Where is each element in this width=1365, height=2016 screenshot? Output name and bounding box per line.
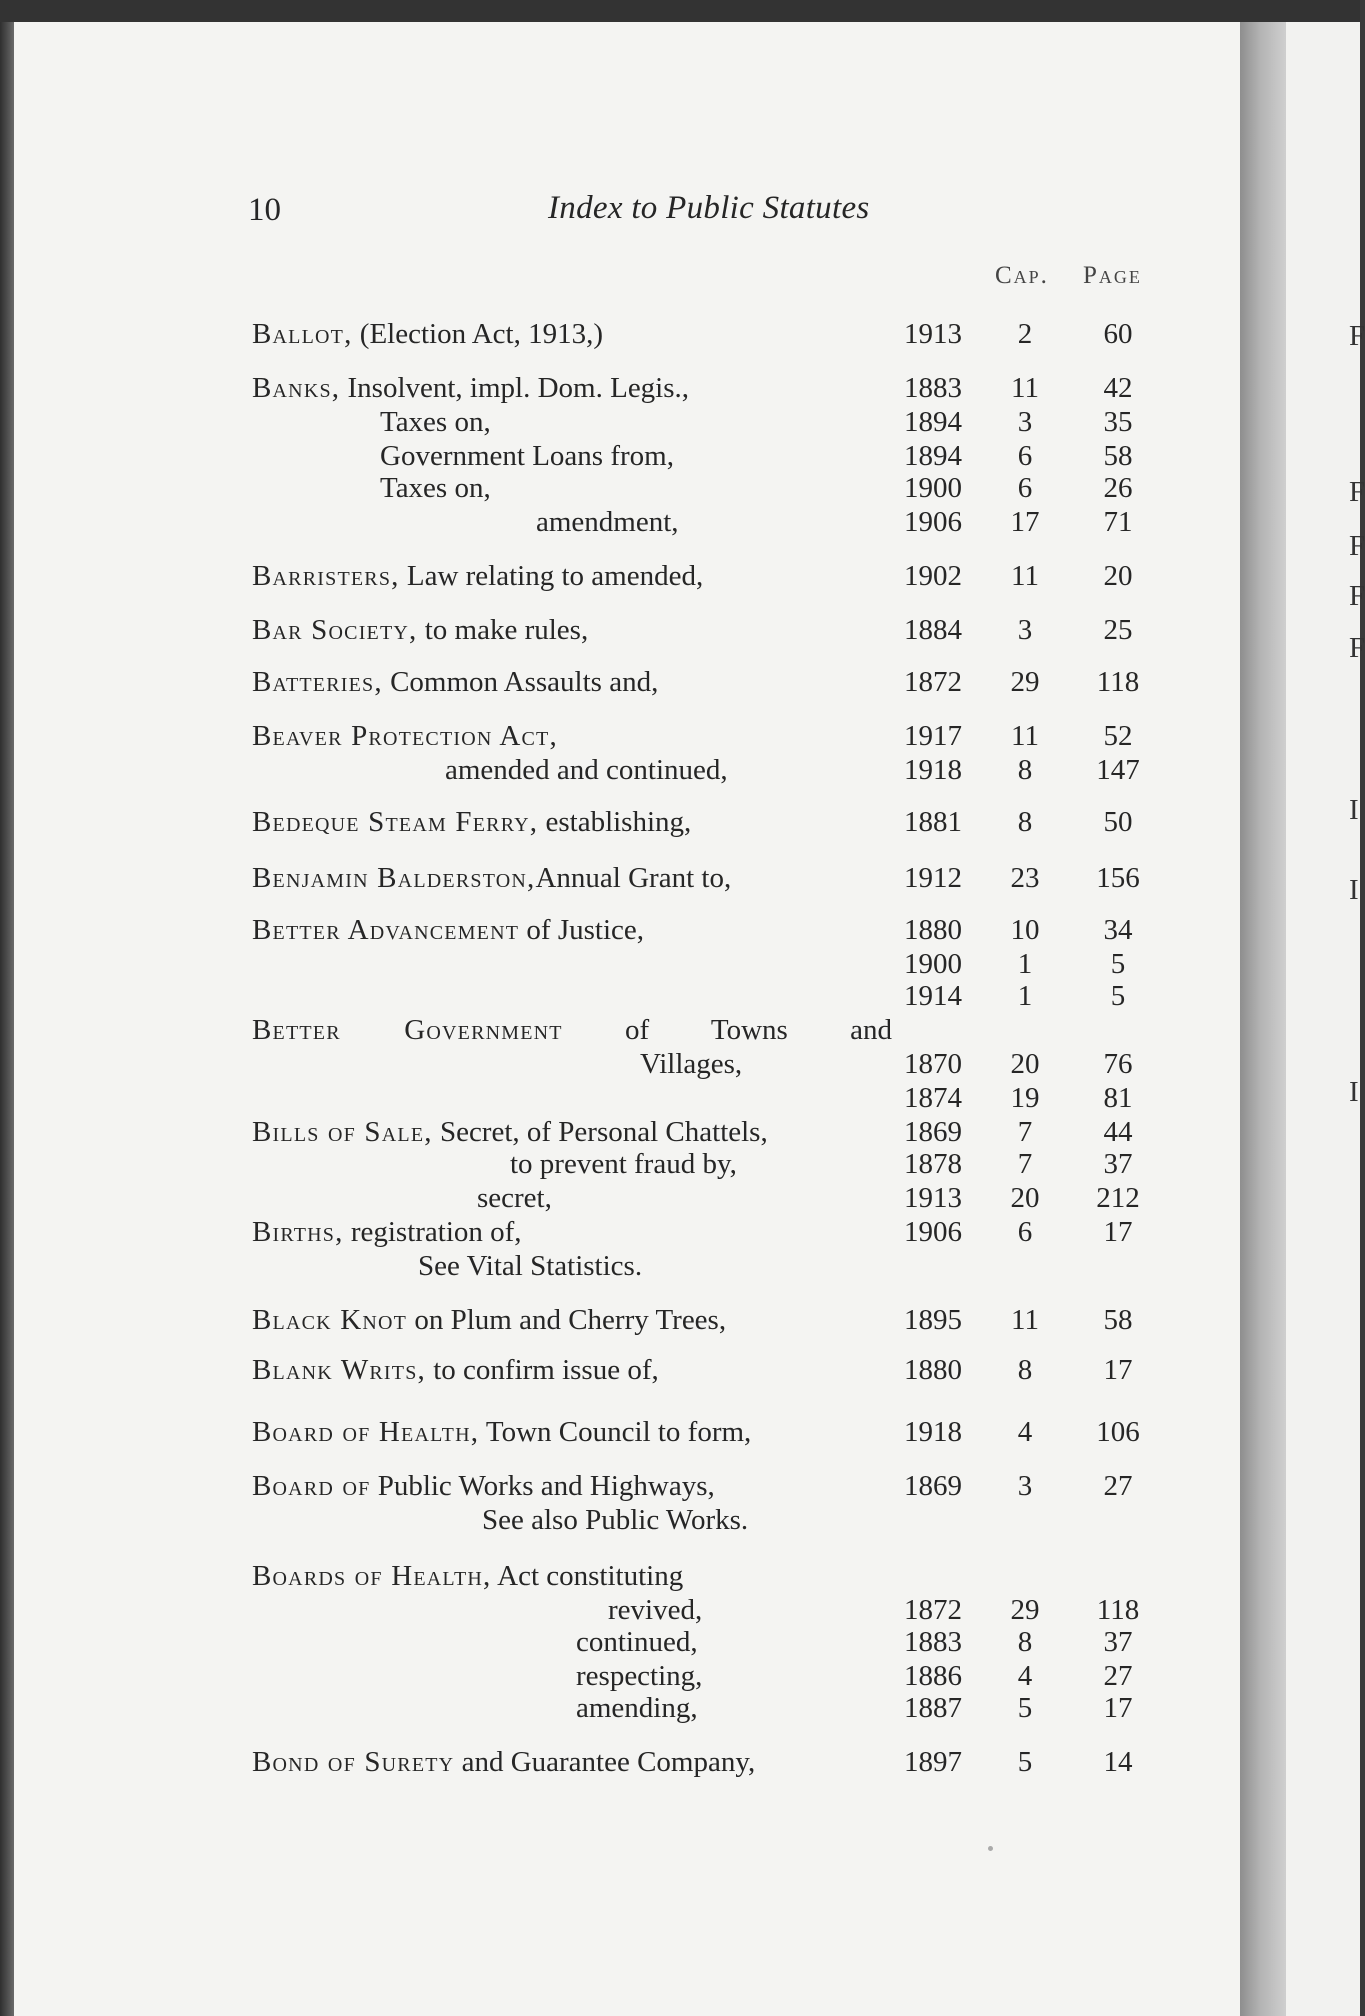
index-line	[0, 1660, 1226, 1693]
entry-year: 1872	[904, 666, 962, 698]
entry-heading: Black Knot	[252, 1304, 408, 1336]
entry-cap: 20	[1010, 1048, 1040, 1080]
entry-text: continued,	[576, 1626, 698, 1658]
entry-page: 50	[1103, 806, 1133, 838]
entry-page: 25	[1103, 614, 1133, 646]
entry-text: Act constituting	[491, 1560, 684, 1592]
entry-year: 1880	[904, 914, 962, 946]
index-line	[0, 948, 1226, 981]
index-line	[0, 1182, 1226, 1215]
entry-subject	[510, 1148, 737, 1181]
entry-year: 1914	[904, 980, 962, 1012]
entry-year: 1918	[904, 754, 962, 786]
entry-heading: Bills of Sale,	[252, 1116, 433, 1148]
entry-year: 1894	[904, 406, 962, 438]
entry-text: Villages,	[640, 1048, 743, 1080]
entry-subject	[252, 862, 731, 895]
index-line	[0, 1048, 1226, 1081]
column-header-page: Page	[1083, 262, 1142, 289]
entry-heading: Barristers,	[252, 560, 400, 592]
entry-year: 1917	[904, 720, 962, 752]
index-line	[0, 1216, 1226, 1249]
running-title: Index to Public Statutes	[548, 190, 870, 226]
entry-subject	[252, 1014, 892, 1047]
index-line	[0, 754, 1226, 787]
entry-subject	[252, 914, 644, 947]
entry-subject	[576, 1692, 698, 1725]
entry-text: establishing,	[538, 806, 692, 838]
entry-heading: Banks,	[252, 372, 341, 404]
index-line	[0, 318, 1226, 351]
entry-cap: 8	[1017, 806, 1033, 838]
entry-cap: 5	[1017, 1746, 1033, 1778]
entry-subject	[252, 1470, 715, 1503]
entry-subject	[418, 1250, 642, 1283]
entry-text: Common Assaults and,	[382, 666, 659, 698]
entry-year: 1913	[904, 1182, 962, 1214]
entry-text: Secret, of Personal Chattels,	[432, 1116, 768, 1148]
entry-text: of Towns and	[562, 1014, 892, 1046]
entry-text: and Guarantee Company,	[454, 1746, 756, 1778]
index-line	[0, 1250, 1226, 1283]
entry-subject	[576, 1626, 698, 1659]
entry-subject	[252, 806, 691, 839]
entry-cap: 8	[1017, 1354, 1033, 1386]
entry-subject	[252, 720, 558, 753]
index-line	[0, 406, 1226, 439]
entry-year: 1884	[904, 614, 962, 646]
entry-cap: 23	[1010, 862, 1040, 894]
entry-text: amendment,	[536, 506, 679, 538]
entry-cap: 11	[1011, 720, 1039, 752]
entry-subject	[252, 1416, 751, 1449]
entry-subject	[445, 754, 728, 787]
entry-subject	[252, 666, 658, 699]
entry-page: 156	[1096, 862, 1140, 894]
index-line	[0, 666, 1226, 699]
paper-speck	[988, 1846, 993, 1851]
entry-cap: 4	[1017, 1660, 1033, 1692]
entry-text: See Vital Statistics.	[418, 1250, 643, 1282]
entry-year: 1900	[904, 948, 962, 980]
index-line	[0, 862, 1226, 895]
index-line	[0, 1692, 1226, 1725]
index-line	[0, 1504, 1226, 1537]
entry-page: 147	[1096, 754, 1140, 786]
entry-year: 1869	[904, 1470, 962, 1502]
entry-cap: 8	[1017, 754, 1033, 786]
entry-page: 118	[1096, 666, 1140, 698]
index-line	[0, 1304, 1226, 1337]
entry-cap: 7	[1017, 1116, 1033, 1148]
index-line	[0, 1560, 1226, 1593]
entry-year: 1886	[904, 1660, 962, 1692]
edge-letter: F	[1349, 580, 1365, 612]
entry-subject	[477, 1182, 552, 1215]
entry-cap: 5	[1017, 1692, 1033, 1724]
entry-year: 1895	[904, 1304, 962, 1336]
index-line	[0, 806, 1226, 839]
entry-heading: Board of Health,	[252, 1416, 480, 1448]
entry-year: 1894	[904, 440, 962, 472]
entry-heading: Births,	[252, 1216, 344, 1248]
entry-subject	[252, 614, 588, 647]
entry-page: 76	[1103, 1048, 1133, 1080]
entry-subject	[536, 506, 679, 539]
entry-heading: Ballot,	[252, 318, 353, 350]
entry-year: 1881	[904, 806, 962, 838]
entry-subject	[252, 1216, 522, 1249]
entry-page: 212	[1096, 1182, 1140, 1214]
entry-page: 17	[1103, 1692, 1133, 1724]
entry-text: revived,	[608, 1594, 703, 1626]
entry-cap: 11	[1011, 372, 1039, 404]
entry-cap: 17	[1010, 506, 1040, 538]
top-dark-band	[0, 0, 1360, 22]
entry-cap: 4	[1017, 1416, 1033, 1448]
entry-page: 27	[1103, 1470, 1133, 1502]
entry-heading: Beaver Protection Act,	[252, 720, 558, 752]
entry-page: 17	[1103, 1216, 1133, 1248]
entry-page: 5	[1110, 980, 1126, 1012]
edge-letter: F	[1349, 632, 1365, 664]
entry-heading: Benjamin Balderston,	[252, 862, 536, 894]
entry-page: 52	[1103, 720, 1133, 752]
entry-page: 37	[1103, 1148, 1133, 1180]
entry-heading: Better Government	[252, 1014, 563, 1046]
entry-page: 71	[1103, 506, 1133, 538]
entry-subject	[608, 1594, 702, 1627]
entry-year: 1872	[904, 1594, 962, 1626]
entry-text: amended and continued,	[445, 754, 728, 786]
entry-text: registration of,	[343, 1216, 522, 1248]
index-line	[0, 472, 1226, 505]
entry-page: 58	[1103, 1304, 1133, 1336]
entry-cap: 6	[1017, 440, 1033, 472]
entry-page: 27	[1103, 1660, 1133, 1692]
entry-subject	[252, 372, 689, 405]
edge-letter: F	[1349, 320, 1365, 352]
entry-subject	[252, 318, 603, 351]
entry-cap: 11	[1011, 1304, 1039, 1336]
entry-subject	[252, 560, 703, 593]
entry-year: 1912	[904, 862, 962, 894]
edge-letter: F	[1349, 530, 1365, 562]
entry-text: to make rules,	[417, 614, 589, 646]
entry-page: 17	[1103, 1354, 1133, 1386]
entry-heading: Bar Society,	[252, 614, 418, 646]
entry-year: 1906	[904, 506, 962, 538]
entry-heading: Better Advancement	[252, 914, 520, 946]
entry-page: 20	[1103, 560, 1133, 592]
entry-page: 5	[1110, 948, 1126, 980]
index-line	[0, 440, 1226, 473]
entry-text: Law relating to amended,	[399, 560, 704, 592]
entry-cap: 1	[1017, 948, 1033, 980]
entry-text: secret,	[477, 1182, 552, 1214]
entry-subject	[640, 1048, 742, 1081]
entry-text: (Election Act, 1913,)	[352, 318, 603, 350]
edge-letter: I	[1349, 874, 1359, 906]
entry-cap: 3	[1017, 406, 1033, 438]
entry-cap: 2	[1017, 318, 1033, 350]
entry-heading: Blank Writs,	[252, 1354, 426, 1386]
entry-subject	[252, 1560, 683, 1593]
entry-text: Insolvent, impl. Dom. Legis.,	[340, 372, 690, 404]
entry-cap: 3	[1017, 614, 1033, 646]
entry-cap: 10	[1010, 914, 1040, 946]
entry-cap: 19	[1010, 1082, 1040, 1114]
entry-page: 81	[1103, 1082, 1133, 1114]
entry-year: 1918	[904, 1416, 962, 1448]
entry-heading: Batteries,	[252, 666, 383, 698]
entry-subject	[252, 1354, 659, 1387]
index-line	[0, 560, 1226, 593]
entry-subject	[576, 1660, 702, 1693]
index-line	[0, 1470, 1226, 1503]
column-header-cap: Cap.	[995, 262, 1049, 289]
entry-text: to confirm issue of,	[425, 1354, 659, 1386]
entry-year: 1883	[904, 1626, 962, 1658]
edge-letter: I	[1349, 794, 1359, 826]
entry-year: 1902	[904, 560, 962, 592]
entry-cap: 29	[1010, 666, 1040, 698]
page-number: 10	[248, 192, 281, 228]
entry-text: of Justice,	[519, 914, 644, 946]
entry-text: Taxes on,	[380, 406, 491, 438]
entry-heading: Bedeque Steam Ferry,	[252, 806, 539, 838]
entry-subject	[380, 440, 674, 473]
index-line	[0, 1014, 1226, 1047]
entry-cap: 1	[1017, 980, 1033, 1012]
entry-year: 1878	[904, 1148, 962, 1180]
entry-text: Town Council to form,	[479, 1416, 752, 1448]
entry-text: Taxes on,	[380, 472, 491, 504]
entry-text: respecting,	[576, 1660, 703, 1692]
index-line	[0, 1116, 1226, 1149]
entry-cap: 6	[1017, 472, 1033, 504]
entry-page: 37	[1103, 1626, 1133, 1658]
index-line	[0, 372, 1226, 405]
entry-cap: 8	[1017, 1626, 1033, 1658]
entry-heading: Boards of Health,	[252, 1560, 492, 1592]
entry-cap: 29	[1010, 1594, 1040, 1626]
index-line	[0, 1626, 1226, 1659]
index-line	[0, 506, 1226, 539]
index-line	[0, 1082, 1226, 1115]
entry-cap: 3	[1017, 1470, 1033, 1502]
entry-page: 44	[1103, 1116, 1133, 1148]
entry-subject	[380, 472, 491, 505]
entry-year: 1869	[904, 1116, 962, 1148]
index-line	[0, 980, 1226, 1013]
entry-year: 1880	[904, 1354, 962, 1386]
entry-page: 26	[1103, 472, 1133, 504]
entry-page: 118	[1096, 1594, 1140, 1626]
entry-year: 1887	[904, 1692, 962, 1724]
entry-cap: 6	[1017, 1216, 1033, 1248]
index-line	[0, 914, 1226, 947]
entry-page: 60	[1103, 318, 1133, 350]
entry-text: See also Public Works.	[482, 1504, 749, 1536]
entry-text: amending,	[576, 1692, 698, 1724]
entry-cap: 7	[1017, 1148, 1033, 1180]
entry-page: 35	[1103, 406, 1133, 438]
entry-year: 1897	[904, 1746, 962, 1778]
edge-letter: F	[1349, 476, 1365, 508]
entry-text: Annual Grant to,	[535, 862, 732, 894]
entry-page: 58	[1103, 440, 1133, 472]
entry-year: 1883	[904, 372, 962, 404]
entry-page: 106	[1096, 1416, 1140, 1448]
index-line	[0, 1594, 1226, 1627]
entry-page: 42	[1103, 372, 1133, 404]
index-line	[0, 1148, 1226, 1181]
entry-year: 1913	[904, 318, 962, 350]
entry-subject	[252, 1746, 755, 1779]
entry-page: 34	[1103, 914, 1133, 946]
entry-text: Government Loans from,	[380, 440, 674, 472]
entry-heading: Board of	[252, 1470, 371, 1502]
entry-subject	[252, 1116, 768, 1149]
edge-letter: I	[1349, 1076, 1359, 1108]
page-gutter-shadow	[1240, 22, 1286, 2016]
index-line	[0, 1746, 1226, 1779]
entry-text: Public Works and Highways,	[370, 1470, 715, 1502]
entry-subject	[252, 1304, 726, 1337]
entry-year: 1900	[904, 472, 962, 504]
index-line	[0, 720, 1226, 753]
entry-text: to prevent fraud by,	[510, 1148, 737, 1180]
entry-subject	[380, 406, 491, 439]
entry-text: on Plum and Cherry Trees,	[407, 1304, 727, 1336]
entry-subject	[482, 1504, 748, 1537]
index-line	[0, 1354, 1226, 1387]
index-line	[0, 614, 1226, 647]
entry-year: 1870	[904, 1048, 962, 1080]
entry-year: 1906	[904, 1216, 962, 1248]
entry-heading: Bond of Surety	[252, 1746, 455, 1778]
entry-year: 1874	[904, 1082, 962, 1114]
entry-cap: 20	[1010, 1182, 1040, 1214]
index-line	[0, 1416, 1226, 1449]
entry-page: 14	[1103, 1746, 1133, 1778]
entry-cap: 11	[1011, 560, 1039, 592]
